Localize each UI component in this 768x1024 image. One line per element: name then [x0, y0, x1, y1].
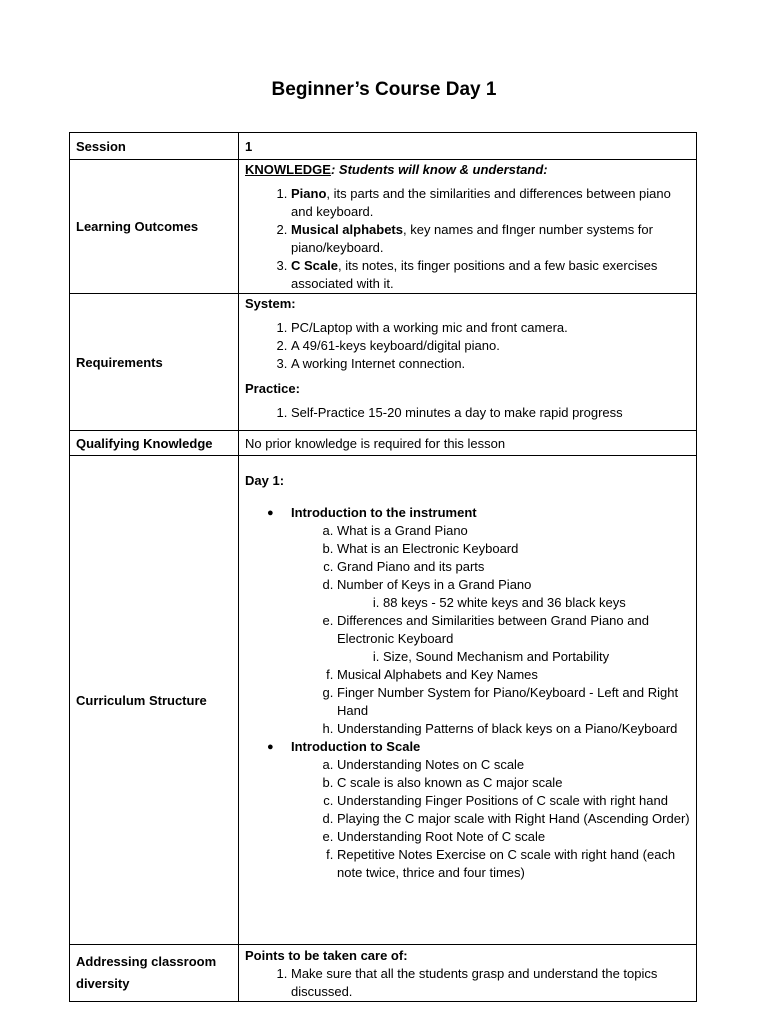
list-item: d. Number of Keys in a Grand Piano i. 88 keys - 52 white keys and 36 black keys [337, 576, 690, 612]
list-item: a. Understanding Notes on C scale [337, 756, 690, 774]
list-item: ● Introduction to Scale a. Understanding Notes on C scale b. C scale is also known as C major scale c. Understanding Finger Positions of C scale with right hand d. Playing the C major scale with Right Hand (Ascending Order) e. Understanding Root Note of C scale f. Repetitive Notes Exercise on C scale with right hand (each note twice, thrice and four times) [291, 738, 690, 882]
learning-outcomes-label: Learning Outcomes [70, 160, 239, 294]
diversity-row [70, 945, 697, 1002]
session-label: Session [70, 133, 239, 160]
diversity-content [239, 945, 697, 1002]
session-value: 1 [239, 133, 697, 160]
day-heading: Day 1: [245, 473, 285, 488]
list-item: d. Playing the C major scale with Right Hand (Ascending Order) [337, 810, 690, 828]
list-item: 2. Musical alphabets, key names and fInger number systems for piano/keyboard. [291, 221, 690, 257]
list-item: 1. Self-Practice 15-20 minutes a day to make rapid progress [291, 404, 690, 422]
list-item: c. Grand Piano and its parts [337, 558, 690, 576]
list-item: i. 88 keys - 52 white keys and 36 black keys [383, 594, 690, 612]
diversity-label: Addressing classroom diversity [70, 945, 239, 1002]
requirements-label: Requirements [70, 294, 239, 431]
list-item: g. Finger Number System for Piano/Keyboard - Left and Right Hand [337, 684, 690, 720]
course-table [69, 132, 697, 1002]
sub-list [337, 594, 690, 612]
sub-list [337, 648, 690, 666]
scale-list [291, 756, 690, 882]
practice-list [245, 404, 690, 422]
list-item: f. Musical Alphabets and Key Names [337, 666, 690, 684]
list-item: ● Introduction to the instrument a. What is a Grand Piano b. What is an Electronic Keyboard c. Grand Piano and its parts d. Number of Keys in a Grand Piano i. 88 keys - 52 white keys and 36 black keys e. Differences and Similarities between Grand Piano and Electronic Keyboard i. Size, Sound Mechanism and Portability f. Musical Alphabets and Key Names g. Finger Number System for Piano/Keyboard - Left and Right Hand h. Understanding Patterns of black keys on a Piano/Keyboard [291, 504, 690, 738]
qualifying-label: Qualifying Knowledge [70, 431, 239, 456]
learning-outcomes-content [239, 160, 697, 294]
list-item: b. What is an Electronic Keyboard [337, 540, 690, 558]
qualifying-value: No prior knowledge is required for this lesson [239, 431, 697, 456]
requirements-content [239, 294, 697, 431]
list-item: i. Size, Sound Mechanism and Portability [383, 648, 690, 666]
list-item: e. Differences and Similarities between Grand Piano and Electronic Keyboard i. Size, Sound Mechanism and Portability [337, 612, 690, 666]
instrument-list [291, 522, 690, 738]
list-item: a. What is a Grand Piano [337, 522, 690, 540]
diversity-heading: Points to be taken care of: [245, 948, 408, 963]
requirements-row [70, 294, 697, 431]
session-row [70, 133, 697, 160]
curriculum-list [245, 504, 690, 882]
curriculum-content [239, 456, 697, 945]
list-item: 2. A 49/61-keys keyboard/digital piano. [291, 337, 690, 355]
learning-outcomes-row [70, 160, 697, 294]
diversity-list [245, 965, 690, 1001]
curriculum-label: Curriculum Structure [70, 456, 239, 945]
list-item: f. Repetitive Notes Exercise on C scale with right hand (each note twice, thrice and four times) [337, 846, 690, 882]
system-heading: System: [245, 296, 296, 311]
knowledge-heading: KNOWLEDGE: Students will know & understand: [245, 162, 548, 177]
list-item: b. C scale is also known as C major scale [337, 774, 690, 792]
list-item: 3. A working Internet connection. [291, 355, 690, 373]
list-item: c. Understanding Finger Positions of C scale with right hand [337, 792, 690, 810]
list-item: 1. Piano, its parts and the similarities and differences between piano and keyboard. [291, 185, 690, 221]
page-title: Beginner’s Course Day 1 [271, 79, 497, 100]
list-item: e. Understanding Root Note of C scale [337, 828, 690, 846]
list-item: 3. C Scale, its notes, its finger positions and a few basic exercises associated with it. [291, 257, 690, 293]
list-item: 1. PC/Laptop with a working mic and front camera. [291, 319, 690, 337]
list-item: h. Understanding Patterns of black keys on a Piano/Keyboard [337, 720, 690, 738]
curriculum-row [70, 456, 697, 945]
qualifying-row [70, 431, 697, 456]
practice-heading: Practice: [245, 381, 300, 396]
list-item: 1. Make sure that all the students grasp and understand the topics discussed. [291, 965, 690, 1001]
system-list [245, 319, 690, 373]
learning-outcomes-list [245, 185, 690, 293]
